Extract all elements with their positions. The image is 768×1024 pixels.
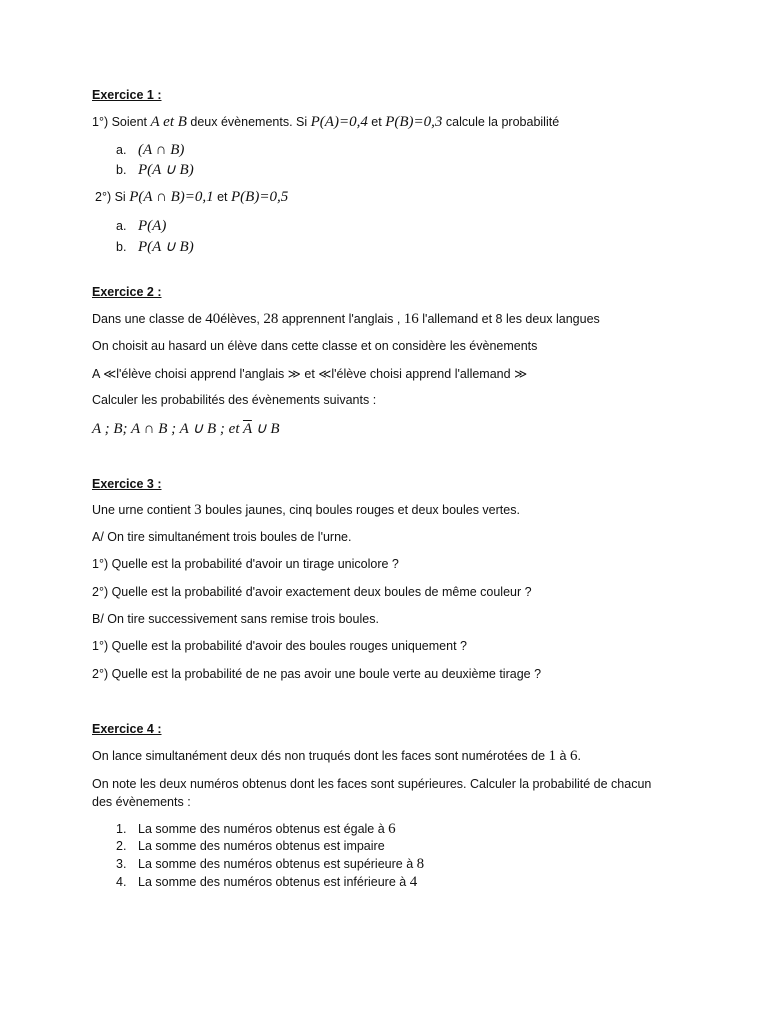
item-text: La somme des numéros obtenus est égale à bbox=[138, 822, 385, 836]
exercise-1-item-a bbox=[116, 142, 184, 159]
number: 6 bbox=[569, 748, 578, 764]
text: et bbox=[217, 190, 228, 204]
text: Dans une classe de bbox=[92, 312, 202, 326]
exercise-4-item-3 bbox=[116, 856, 424, 873]
text: 1°) Soient bbox=[92, 115, 148, 129]
number: 1 bbox=[548, 748, 557, 764]
math-events: ∪ B bbox=[251, 421, 280, 437]
text: . bbox=[577, 749, 581, 763]
math-expr: P(A ∪ B) bbox=[138, 162, 194, 178]
item-text: La somme des numéros obtenus est supérieure à bbox=[138, 857, 414, 871]
text: A bbox=[92, 367, 100, 381]
math-expr: P(A) bbox=[138, 218, 167, 234]
exercise-1-heading: Exercice 1 : bbox=[92, 88, 162, 102]
exercise-4-item-1 bbox=[116, 821, 396, 838]
text: On lance simultanément deux dés non truqués dont les faces sont numérotées de bbox=[92, 749, 546, 763]
exercise-4-item-4 bbox=[116, 874, 417, 891]
math-events: A ; B; A ∩ B ; A ∪ B ; et bbox=[92, 421, 243, 437]
number: 3 bbox=[194, 502, 202, 518]
text: apprennent l'anglais , bbox=[281, 312, 401, 326]
text: l'élève choisi apprend l'anglais bbox=[116, 367, 285, 381]
quote-open: ≪ bbox=[318, 367, 332, 381]
item-label: a. bbox=[116, 219, 127, 233]
item-label: 3. bbox=[116, 857, 127, 871]
quote-close: ≫ bbox=[514, 367, 528, 381]
number: 16 bbox=[403, 311, 419, 327]
text: à bbox=[559, 749, 567, 763]
math-expr: (A ∩ B) bbox=[138, 142, 185, 158]
text: et bbox=[371, 115, 382, 129]
exercise-2-heading: Exercice 2 : bbox=[92, 285, 162, 299]
exercise-4-item-2 bbox=[116, 839, 385, 853]
exercise-3-line-2: A/ On tire simultanément trois boules de l'urne. bbox=[92, 530, 352, 544]
item-label: 1. bbox=[116, 822, 127, 836]
text: l'allemand et 8 les deux langues bbox=[422, 312, 600, 326]
exercise-3-heading: Exercice 3 : bbox=[92, 477, 162, 491]
exercise-3-line-5: B/ On tire successivement sans remise trois boules. bbox=[92, 612, 379, 626]
math-pab: P(A ∩ B)=0,1 bbox=[129, 189, 214, 205]
quote-close: ≫ bbox=[287, 367, 301, 381]
number: 4 bbox=[409, 874, 418, 890]
exercise-1-q2-item-a bbox=[116, 218, 166, 235]
math-pb: P(B)=0,5 bbox=[231, 189, 289, 205]
text: 2°) Si bbox=[95, 190, 126, 204]
exercise-2-events bbox=[92, 419, 280, 438]
quote-open: ≪ bbox=[103, 367, 117, 381]
number: 8 bbox=[416, 856, 425, 872]
complement-a: $\overline{A}$ bbox=[242, 421, 252, 437]
item-label: 4. bbox=[116, 875, 127, 889]
text: et bbox=[304, 367, 315, 381]
number: 6 bbox=[388, 821, 396, 837]
number: 40 bbox=[205, 311, 221, 327]
item-label: 2. bbox=[116, 839, 127, 853]
exercise-3-line-1 bbox=[92, 502, 520, 519]
exercise-4-line-3: des évènements : bbox=[92, 795, 191, 809]
exercise-4-line-1 bbox=[92, 748, 581, 765]
text: boules jaunes, cinq boules rouges et deux boules vertes. bbox=[205, 503, 520, 517]
math-expr: P(A ∪ B) bbox=[138, 239, 194, 255]
exercise-2-line-3 bbox=[92, 366, 527, 381]
exercise-3-line-7: 2°) Quelle est la probabilité de ne pas avoir une boule verte au deuxième tirage ? bbox=[92, 667, 542, 681]
number: 28 bbox=[263, 311, 279, 327]
exercise-1-item-b bbox=[116, 160, 194, 179]
exercise-1-q2-item-b bbox=[116, 237, 194, 256]
exercise-2-line-4: Calculer les probabilités des évènements suivants : bbox=[92, 393, 377, 407]
text: Une urne contient bbox=[92, 503, 191, 517]
text: calcule la probabilité bbox=[445, 115, 560, 129]
math-pa: P(A)=0,4 bbox=[310, 114, 368, 130]
exercise-3-line-4: 2°) Quelle est la probabilité d'avoir exactement deux boules de même couleur ? bbox=[92, 585, 532, 599]
item-label: b. bbox=[116, 163, 127, 177]
item-label: b. bbox=[116, 240, 127, 254]
item-label: a. bbox=[116, 143, 127, 157]
text: élèves, bbox=[220, 312, 260, 326]
exercise-4-line-2: On note les deux numéros obtenus dont les faces sont supérieures. Calculer la probabilité de chacun bbox=[92, 777, 652, 791]
math-events: A et B bbox=[150, 114, 187, 130]
exercise-1-question-1 bbox=[92, 114, 559, 131]
exercise-4-heading: Exercice 4 : bbox=[92, 722, 162, 736]
item-text: La somme des numéros obtenus est impaire bbox=[138, 839, 385, 853]
exercise-3-line-6: 1°) Quelle est la probabilité d'avoir des boules rouges uniquement ? bbox=[92, 639, 467, 653]
exercise-2-line-2: On choisit au hasard un élève dans cette classe et on considère les évènements bbox=[92, 339, 538, 353]
exercise-1-question-2 bbox=[95, 189, 288, 206]
exercise-2-line-1 bbox=[92, 311, 600, 328]
exercise-3-line-3: 1°) Quelle est la probabilité d'avoir un tirage unicolore ? bbox=[92, 557, 399, 571]
item-text: La somme des numéros obtenus est inférieure à bbox=[138, 875, 407, 889]
text: deux évènements. Si bbox=[190, 115, 308, 129]
math-pb: P(B)=0,3 bbox=[385, 114, 443, 130]
text: l'élève choisi apprend l'allemand bbox=[331, 367, 511, 381]
